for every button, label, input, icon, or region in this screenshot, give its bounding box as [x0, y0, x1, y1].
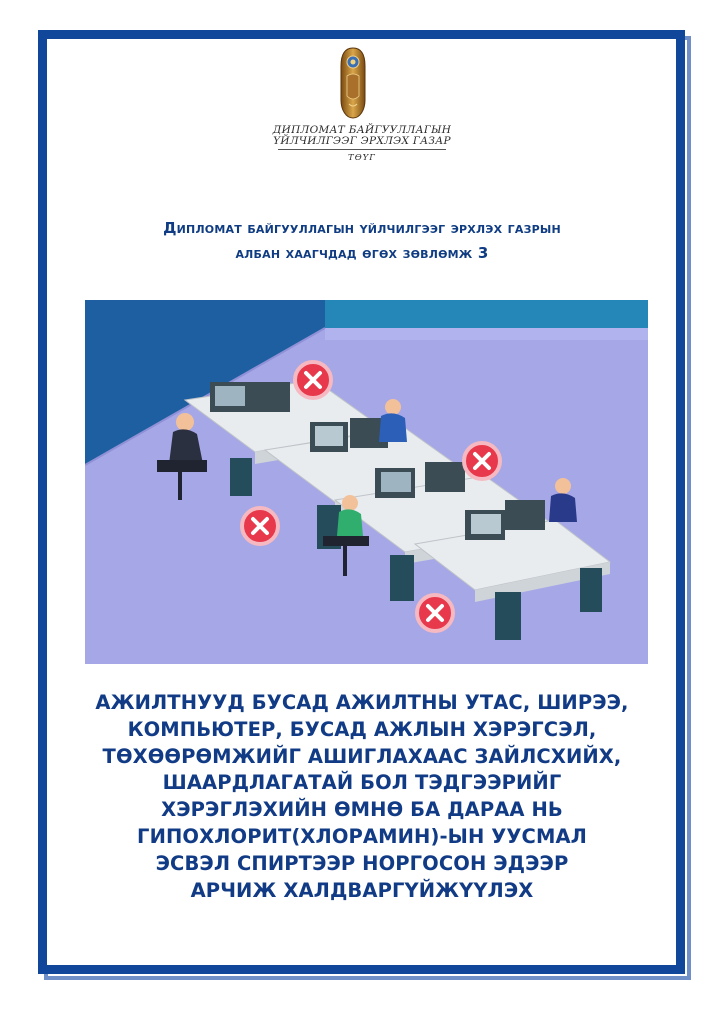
- office-back-wall: [325, 300, 648, 330]
- body-line-3: ТӨХӨӨРӨМЖИЙГ АШИГЛАХААС ЗАЙЛСХИЙХ,: [102, 744, 622, 768]
- recommendation-heading-line1: Дипломат байгууллагын үйлчилгээг эрхлэх газрын: [163, 219, 561, 237]
- body-line-6: ГИПОХЛОРИТ(ХЛОРАМИН)-ЫН УУСМАЛ: [137, 824, 587, 848]
- org-abbreviation: ТӨҮГ: [348, 153, 376, 163]
- recommendation-body: [50, 690, 674, 904]
- body-line-5: ХЭРЭГЛЭХИЙН ӨМНӨ БА ДАРАА НЬ: [161, 798, 563, 822]
- x-mark-icon-1: [295, 362, 331, 398]
- office-illustration: [85, 300, 648, 664]
- body-line-2: КОМПЬЮТЕР, БУСАД АЖЛЫН ХЭРЭГСЭЛ,: [127, 717, 597, 741]
- x-mark-icon-2: [464, 443, 500, 479]
- body-line-1: АЖИЛТНУУД БУСАД АЖИЛТНЫ УТАС, ШИРЭЭ,: [95, 691, 629, 714]
- org-name-line2: ҮЙЛЧИЛГЭЭГ ЭРХЛЭХ ГАЗАР: [273, 135, 451, 147]
- body-line-7: ЭСВЭЛ СПИРТЭЭР НОРГОСОН ЭДЭЭР: [155, 851, 569, 875]
- recommendation-heading-line2: албан хаагчдад өгөх зөвлөмж 3: [235, 244, 489, 262]
- body-line-4: ШААРДЛАГАТАЙ БОЛ ТЭДГЭЭРИЙГ: [162, 771, 562, 795]
- x-mark-icon-3: [242, 508, 278, 544]
- body-line-8: АРЧИЖ ХАЛДВАРГҮЙЖҮҮЛЭХ: [190, 878, 534, 902]
- org-divider: [278, 149, 446, 150]
- state-emblem-icon: [338, 46, 368, 120]
- org-name-line1: ДИПЛОМАТ БАЙГУУЛЛАГЫН: [272, 124, 452, 136]
- x-mark-icon-4: [417, 595, 453, 631]
